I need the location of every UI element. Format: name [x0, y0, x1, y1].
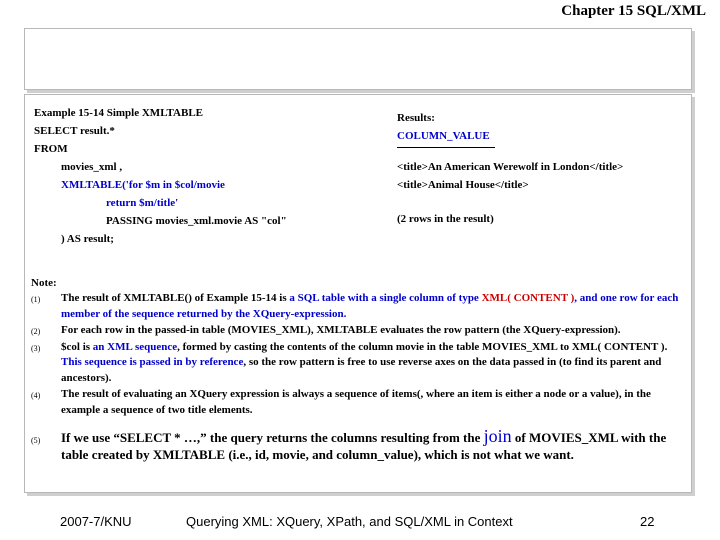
note-2	[31, 323, 686, 339]
results-label: Results:	[397, 112, 435, 124]
notes-heading: Note:	[31, 277, 57, 289]
chapter-title: Chapter 15 SQL/XML	[561, 3, 706, 19]
note-1-text-b: a SQL table with a single column of type	[289, 292, 482, 304]
note-3-number: (3)	[31, 343, 41, 353]
results-row-2: <title>Animal House</title>	[397, 179, 529, 191]
sql-from-line: FROM	[34, 143, 68, 155]
example-title: Example 15-14 Simple XMLTABLE	[34, 107, 203, 119]
note-4	[31, 387, 686, 418]
sql-as-line: ) AS result;	[61, 233, 114, 245]
sql-select-line: SELECT result.*	[34, 125, 115, 137]
results-divider	[397, 147, 495, 148]
note-1-text-d: , and one row for each member of the sequence returned by the XQuery-expression.	[61, 292, 679, 320]
note-3-text-c: , formed by casting the contents of the column movie in the table MOVIES_XML to XML( CONTENT ).	[177, 340, 668, 353]
note-5	[31, 428, 686, 463]
results-panel	[397, 109, 623, 228]
results-count: (2 rows in the result)	[397, 213, 494, 225]
note-3-text-b: an XML sequence	[92, 340, 178, 353]
note-4-text: The result of evaluating an XQuery expression is always a sequence of items(, where an item is either a node or a value), in the example a sequence of two title elements.	[61, 388, 651, 416]
sql-example	[34, 104, 287, 248]
note-1-number: (1)	[31, 295, 41, 304]
footer-date: 2007-7/KNU	[60, 514, 132, 529]
note-1	[31, 291, 686, 322]
note-4-number: (4)	[31, 391, 41, 400]
note-2-number: (2)	[31, 327, 41, 336]
note-5-text-a: If we use “SELECT * …,” the query returns the columns resulting from the	[61, 430, 484, 445]
sql-xmltable-line: XMLTABLE('for $m in $col/movie	[61, 179, 225, 191]
sql-return-line: return $m/title'	[106, 197, 179, 209]
note-3-text-e: , so the row pattern is free to use reverse axes on the data passed in (to find its parent and ancestors).	[61, 356, 662, 384]
note-5-text-b: of MOVIES_XML with the table created by XMLTABLE (i.e., id, movie, and column_value), which is not what we want.	[61, 430, 667, 462]
results-row-1: <title>An American Werewolf in London</title>	[397, 161, 624, 173]
note-3-text-a: $col is	[61, 340, 93, 353]
results-column-header: COLUMN_VALUE	[397, 130, 490, 142]
footer-page-number: 22	[640, 514, 655, 529]
sql-movies-line: movies_xml ,	[61, 161, 123, 173]
note-2-text: For each row in the passed-in table (MOVIES_XML), XMLTABLE evaluates the row pattern (the XQuery-expression).	[61, 324, 621, 336]
notes-section	[31, 275, 686, 464]
note-5-join: join	[483, 426, 512, 446]
note-5-number: (5)	[31, 436, 41, 445]
sql-passing-line: PASSING movies_xml.movie AS "col"	[106, 215, 287, 227]
content-box	[24, 94, 692, 493]
title-placeholder-box	[24, 28, 692, 90]
note-1-text-c: XML( CONTENT )	[481, 292, 575, 304]
footer-course-title: Querying XML: XQuery, XPath, and SQL/XML in Context	[186, 514, 513, 529]
note-3-text-d: This sequence is passed in by reference	[61, 356, 244, 368]
note-1-text-a: The result of XMLTABLE() of Example 15-14 is	[61, 292, 290, 304]
note-3	[31, 340, 686, 387]
